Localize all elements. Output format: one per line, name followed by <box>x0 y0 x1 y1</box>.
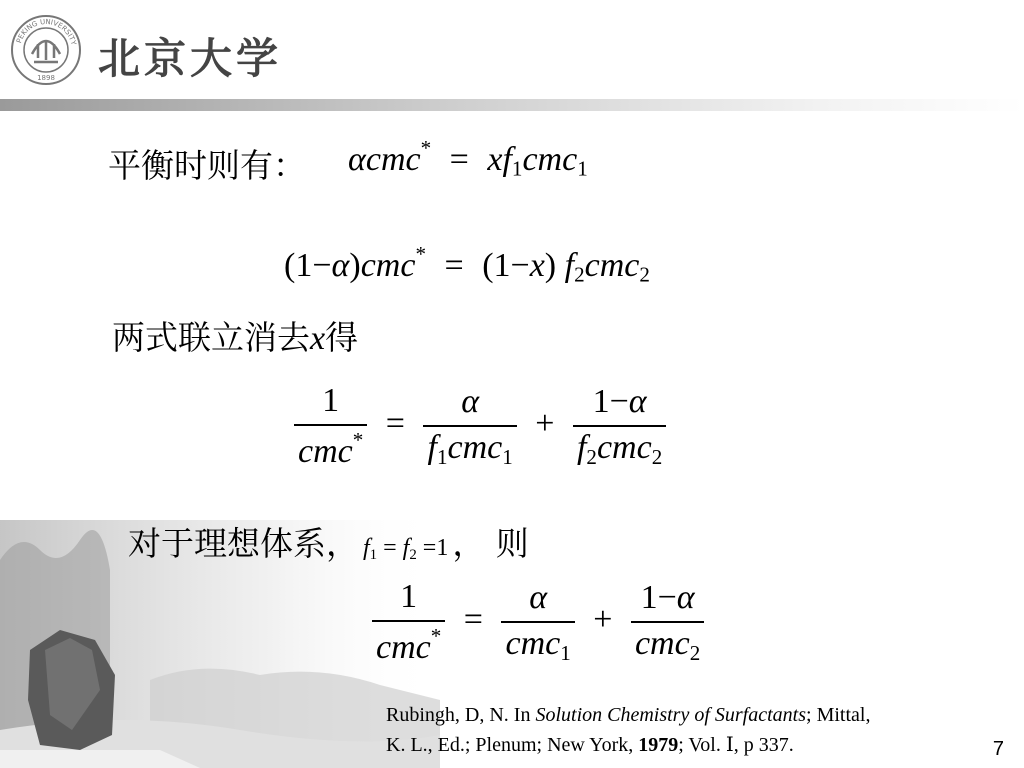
equation-4: $\frac{1}{cmc^*}$ = $\frac{\alpha}{cmc_1}$ + $\frac{1-\alpha}{cmc_2}$ <box>372 578 704 667</box>
header-gradient-bar <box>0 99 1024 111</box>
ideal-system-line: 对于理想体系， $f_1 = f_2 =1$ ， 则 <box>128 524 529 564</box>
equilibrium-label: 平衡时则有： <box>108 146 306 185</box>
university-name-logo: 北京大学 <box>98 34 283 83</box>
equation-3: $\frac{1}{cmc^*}$ = $\frac{\alpha}{f_1cmc_1}$ + $\frac{1-\alpha}{f_2cmc_2}$ <box>294 382 666 471</box>
equation-1: $\alpha cmc^* = xf_1cmc_1$ <box>348 136 588 181</box>
reference-citation: Rubingh, D, N. In Solution Chemistry of Surfactants; Mittal, K. L., Ed.; Plenum; New York, 1979; Vol. Ⅰ, p 337. <box>386 704 871 756</box>
university-seal-logo <box>10 14 82 86</box>
page-number: 7 <box>992 738 1004 760</box>
seal-top-text: PEKING UNIVERSITY <box>15 17 78 46</box>
eliminate-x-line: 两式联立消去x得 <box>112 318 359 357</box>
seal-year: 1898 <box>37 74 55 82</box>
equation-2: (1−α)cmc* = (1−x) $f_2cmc_2$ <box>284 242 650 287</box>
